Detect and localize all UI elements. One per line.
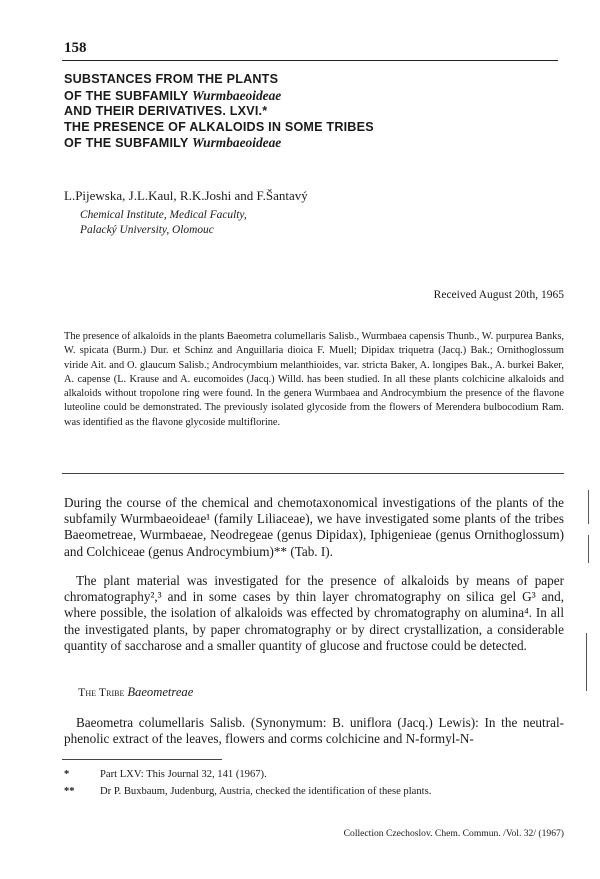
footnote-rule	[62, 759, 222, 760]
footnote	[64, 767, 564, 784]
footnote-marker: *	[64, 769, 70, 780]
footnote-text: Dr P. Buxbaum, Judenburg, Austria, checked the identification of these plants.	[100, 785, 432, 797]
footnote	[64, 784, 564, 801]
paragraph-intro: During the course of the chemical and chemotaxonomical investigations of the plants of the subfamily Wurmbaeoideae¹ (family Liliaceae), we have investigated some plants of the tribes Baeometreae, Wurmbaeae, Neodregeae (genus Dipidax), Iphigenieae (genus Ornithoglossum) and Colchiceae (genus Androcymbium)** (Tab. I).	[64, 495, 564, 559]
footnote-text: Part LXV: This Journal 32, 141 (1967).	[100, 769, 267, 780]
paragraph-baeometra: Baeometra columellaris Salisb. (Synonymum: B. uniflora (Jacq.) Lewis): In the neutral-phenolic extract of the leaves, flowers and corms colchicine and N-formyl-N-	[64, 715, 564, 747]
margin-mark	[586, 633, 587, 691]
authors: L.Pijewska, J.L.Kaul, R.K.Joshi and F.Šantavý	[64, 188, 308, 203]
margin-mark	[588, 490, 589, 524]
abstract: The presence of alkaloids in the plants Baeometra columellaris Salisb., Wurmbaea capensis Thunb., W. purpurea Banks, W. spicata (Burm.) Dur. et Schinz and Anguillaria dioica F. Muell; Dipidax triquetra (Jacq.) Bak.; Ornithoglossum viride Ait. and O. glaucum Salisb.; Androcymbium melanthioides, var. stricta Baker, A. longipes Bak., A. burkei Baker, A. capense (L. Krause and A. eucomoides (Jacq.) Willd. has been studied. In all these plants colchicine alkaloids and alkaloids without tropolone ring were found. In the genera Wurmbaea and Androcymbium the presence of the flavone luteoline could be demonstrated. The previously isolated glycoside from the flowers of Merendera bulbocodium Ram. was identified as the flavone glycoside multiflorine.	[64, 331, 564, 428]
title-line-2: OF THE SUBFAMILY Wurmbaeoideae	[64, 87, 282, 103]
title-line-3: AND THEIR DERIVATIVES. LXVI.*	[64, 104, 268, 118]
affiliation-line-1: Chemical Institute, Medical Faculty,	[80, 209, 247, 221]
affiliation	[80, 208, 247, 238]
received-date: Received August 20th, 1965	[433, 289, 564, 301]
affiliation-line-2: Palacký University, Olomouc	[80, 224, 214, 236]
abstract-rule	[62, 473, 564, 474]
section-heading: The Tribe Baeometreae	[78, 685, 194, 699]
footnote-marker: **	[64, 785, 75, 797]
margin-mark	[588, 535, 589, 563]
title-line-1: SUBSTANCES FROM THE PLANTS	[64, 72, 279, 86]
footnotes	[64, 767, 564, 800]
page-number: 158	[64, 40, 87, 56]
subtitle-line-2: OF THE SUBFAMILY Wurmbaeoideae	[64, 135, 282, 150]
paragraph-methods: The plant material was investigated for the presence of alkaloids by means of paper chromatography²,³ and in some cases by thin layer chromatography on silica gel G³ and, where possible, the isolation of alkaloids was effected by chromatography on alumina⁴. In all the investigated plants, by paper chromatography or by direct crystallization, a considerable quantity of saccharose and a smaller quantity of glucose and fructose could be detected.	[64, 573, 564, 653]
journal-reference: Collection Czechoslov. Chem. Commun. /Vol. 32/ (1967)	[343, 828, 564, 839]
article-title	[64, 72, 564, 152]
header-rule	[62, 60, 558, 61]
subtitle-line-1: THE PRESENCE OF ALKALOIDS IN SOME TRIBES	[64, 119, 374, 134]
